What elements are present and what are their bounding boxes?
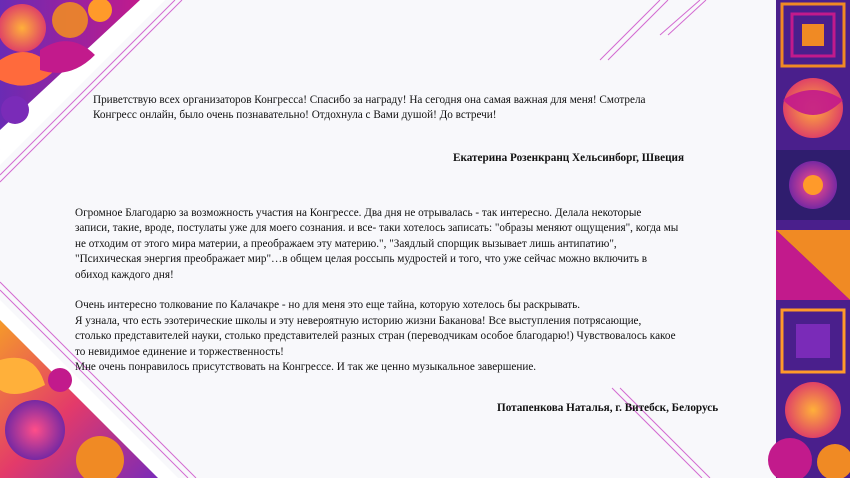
review-2-line: столько представителей науки, столько представителей разных стран (переводчикам особое благодарю!) Чувствовалось какое — [75, 330, 676, 343]
review-1-line: Конгресс онлайн, было очень познавательно! Отдохнула с Вами душой! До встречи! — [93, 109, 497, 122]
review-2-line: Мне очень понравилось присутствовать на Конгрессе. И так же ценно музыкальное завершение. — [75, 361, 537, 374]
review-2-spacer — [75, 283, 678, 298]
review-2-line: записи, такие, вроде, постулаты уже для моего сознания. и все- таки хотелось записать: "образы меняют ощущения", когда мы — [75, 222, 679, 235]
top-left-ornament — [0, 0, 182, 182]
review-1-signature: Екатерина Розенкранц Хельсинборг, Швеция — [453, 152, 685, 164]
review-1-text — [93, 93, 646, 124]
review-2-line: обиход каждого дня! — [75, 268, 174, 281]
top-right-lines — [600, 0, 706, 60]
review-1-line: Приветствую всех организаторов Конгресса! Спасибо за награду! На сегодня она самая важная для меня! Смотрела — [93, 94, 646, 106]
review-2-signature: Потапенкова Наталья, г. Витебск, Белорусь — [497, 402, 719, 414]
review-2-line: Огромное Благодарю за возможность участия на Конгрессе. Два дня не отрывалась - так интересно. Делала некоторые — [75, 207, 642, 219]
right-ornament-strip — [768, 0, 850, 478]
review-2-text — [75, 206, 678, 375]
review-2-line: то невидимое единение и торжественность! — [75, 345, 284, 358]
review-2-line: "Психическая энергия преображает мир"…в общем целая россыпь мудростей и того, что уже сейчас можно включить в — [75, 253, 647, 266]
review-2-line: Я узнала, что есть эзотерические школы и эту невероятную историю жизни Баканова! Все выступления потрясающие, — [75, 314, 642, 327]
review-2-line: не отходим от этого мира материи, а преображаем эту материю.", "Заядлый спорщик вызывает лишь антипатию", — [75, 237, 617, 250]
review-2-line: Очень интересно толкование по Калачакре - но для меня это еще тайна, которую хотелось бы раскрывать. — [75, 299, 581, 312]
